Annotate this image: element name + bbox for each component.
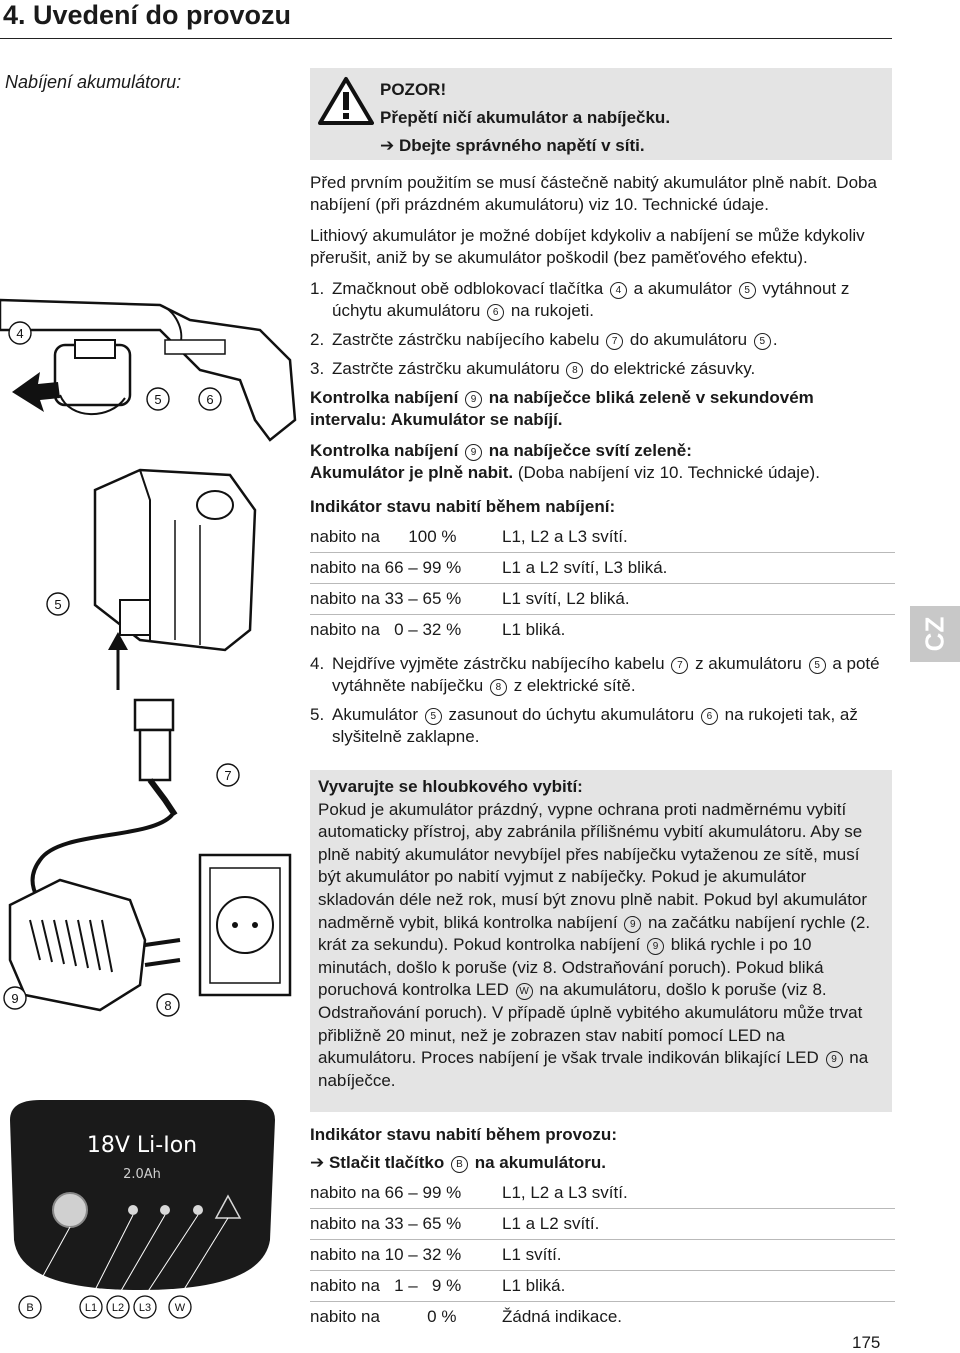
svg-text:6: 6 bbox=[206, 392, 214, 407]
charger-icon bbox=[10, 880, 180, 1010]
callout-marker: W bbox=[516, 983, 533, 1000]
page-number: 175 bbox=[852, 1333, 881, 1352]
warning-box bbox=[310, 68, 892, 160]
table-row: nabito na 100 % L1, L2 a L3 svítí. bbox=[310, 522, 895, 553]
language-tab: CZ bbox=[910, 606, 960, 662]
callout-marker: 7 bbox=[606, 333, 623, 350]
warning-icon bbox=[318, 76, 374, 126]
callout-marker bbox=[4, 987, 26, 1009]
callout-marker: 4 bbox=[610, 282, 627, 299]
charge-table-title: Indikátor stavu nabití během nabíjení: bbox=[310, 497, 616, 516]
charging-solid-note: Kontrolka nabíjení 9 na nabíječce svítí zeleně: Akumulátor je plně nabit. (Doba nabíjení viz 10. Technické údaje). bbox=[310, 441, 820, 482]
table-row: nabito na 33 – 65 % L1 a L2 svítí. bbox=[310, 1209, 895, 1240]
callout-marker: 6 bbox=[487, 304, 504, 321]
table-row: nabito na 66 – 99 % L1 a L2 svítí, L3 bliká. bbox=[310, 553, 895, 584]
section-label: Nabíjení akumulátoru: bbox=[5, 72, 182, 92]
page-title: 4. Uvedení do provozu bbox=[3, 0, 292, 30]
table-row: nabito na 10 – 32 % L1 svítí. bbox=[310, 1240, 895, 1271]
callout-marker bbox=[157, 994, 179, 1016]
callout-marker: 5 bbox=[425, 708, 442, 725]
op-table-title: Indikátor stavu nabití během provozu: bbox=[310, 1125, 617, 1144]
svg-text:8: 8 bbox=[164, 998, 172, 1013]
arrow-icon bbox=[12, 372, 60, 412]
warning-line-1: Přepětí ničí akumulátor a nabíječku. bbox=[380, 108, 671, 127]
battery-status-button-icon bbox=[53, 1193, 87, 1227]
table-row: nabito na 66 – 99 % L1, L2 a L3 svítí. bbox=[310, 1178, 895, 1209]
battery-pack-icon bbox=[95, 470, 255, 650]
callout-marker bbox=[217, 764, 239, 786]
warning-title: POZOR! bbox=[380, 80, 447, 99]
step-1: 1. Zmačknout obě odblokovací tlačítka 4 a akumulátor 5 vytáhnout z úchytu akumulátoru 6 na rukojeti. bbox=[310, 279, 850, 320]
charge-table bbox=[310, 522, 895, 645]
svg-text:L2: L2 bbox=[111, 1302, 125, 1314]
step-3: 3. Zastrčte zástrčku akumulátoru 8 do elektrické zásuvky. bbox=[310, 359, 756, 378]
callout-marker: 6 bbox=[701, 708, 718, 725]
legend-marker bbox=[107, 1296, 129, 1318]
callout-marker: 9 bbox=[624, 916, 641, 933]
svg-text:4: 4 bbox=[16, 326, 24, 341]
svg-text:W: W bbox=[174, 1302, 186, 1314]
callout-marker: 9 bbox=[647, 938, 664, 955]
legend-marker bbox=[134, 1296, 156, 1318]
operation-table bbox=[310, 1178, 895, 1332]
deep-discharge-text: Pokud je akumulátor prázdný, vypne ochrana proti nadměrnému vybití automaticky přístroj, aby zabránila přílišnému vybití akumulátoru. Aby se plně nabitý akumulátor nevybíjel přes nabíječku vytaženou ze sítě, musí být akumulátor po nabití vyjmut z nabíječky. Pokud je akumulátor skladován déle než rok, musí být znovu plně nabit. Pokud byl akumulátor nadměrně vybit, bliká kontrolka nabíjení 9 na začátku nabíjení rychle (2. krát za sekundu). Pokud kontrolka nabíjení 9 bliká rychle i po 10 minutách, došlo k poruše (viz 8. Odstraňování poruch). Pokud bliká poruchová kontrolka LED W na akumulátoru, došlo k poruše (viz 8. Odstraňování poruch). V případě úplně vybitého akumulátoru může trvat přibližně 20 minut, než je zobrazen stav nabití pomocí LED na akumulátoru. Proces nabíjení je však trvale indikován blikající LED 9 na nabíječce. bbox=[318, 799, 871, 1090]
charging-blink-note: Kontrolka nabíjení 9 na nabíječce bliká zeleně v sekundovém intervalu: Akumulátor se nabíjí. bbox=[310, 388, 814, 429]
step-2: 2. Zastrčte zástrčku nabíjecího kabelu 7 do akumulátoru 5 . bbox=[310, 330, 778, 349]
callout-marker: 9 bbox=[465, 391, 482, 408]
callout-marker: 9 bbox=[826, 1051, 843, 1068]
callout-marker: 8 bbox=[566, 362, 583, 379]
callout-marker: 5 bbox=[754, 333, 771, 350]
warning-line-2: ➔ Dbejte správného napětí v síti. bbox=[380, 136, 645, 155]
callout-marker: B bbox=[451, 1156, 468, 1173]
svg-text:5: 5 bbox=[154, 392, 162, 407]
battery-display-panel bbox=[10, 1100, 275, 1296]
led-l3-icon bbox=[193, 1205, 203, 1215]
table-row: nabito na 1 – 9 % L1 bliká. bbox=[310, 1271, 895, 1302]
callout-marker bbox=[199, 388, 221, 410]
callout-marker: 9 bbox=[465, 444, 482, 461]
legend-marker bbox=[19, 1296, 41, 1318]
intro-paragraph: Lithiový akumulátor je možné dobíjet kdykoliv a nabíjení se může kdykoliv přerušit, aniž by se akumulátor poškodil (bez paměťového efektu). bbox=[310, 226, 865, 267]
legend-marker bbox=[169, 1296, 191, 1318]
callout-marker: 7 bbox=[671, 657, 688, 674]
table-row: nabito na 0 – 32 % L1 bliká. bbox=[310, 620, 566, 639]
svg-text:L3: L3 bbox=[138, 1302, 152, 1314]
operation-section bbox=[310, 1124, 895, 1332]
instructions-column bbox=[310, 172, 895, 755]
deep-discharge-box bbox=[310, 770, 892, 1112]
callout-marker bbox=[47, 593, 69, 615]
battery-capacity: 2.0Ah bbox=[123, 1167, 161, 1182]
wall-socket-icon bbox=[200, 855, 290, 995]
intro-paragraph: Před prvním použitím se musí částečně nabitý akumulátor plně nabít. Doba nabíjení (při prázdném akumulátoru) viz 10. Technické údaje. bbox=[310, 173, 877, 214]
table-row: nabito na 0 % Žádná indikace. bbox=[310, 1307, 623, 1326]
table-row: nabito na 33 – 65 % L1 svítí, L2 bliká. bbox=[310, 584, 895, 615]
callout-marker bbox=[147, 388, 169, 410]
legend-marker bbox=[80, 1296, 102, 1318]
page-header bbox=[0, 0, 892, 39]
svg-text:L1: L1 bbox=[84, 1302, 98, 1314]
step-4: 4. Nejdříve vyjměte zástrčku nabíjecího kabelu 7 z akumulátoru 5 a poté vytáhněte nabíječku 8 z elektrické sítě. bbox=[310, 654, 880, 695]
press-button-instruction: ➔ Stlačit tlačítko B na akumulátoru. bbox=[310, 1153, 607, 1172]
callout-marker: 5 bbox=[739, 282, 756, 299]
charging-plug-icon bbox=[135, 700, 175, 815]
svg-text:B: B bbox=[26, 1302, 34, 1314]
svg-text:9: 9 bbox=[11, 991, 19, 1006]
deep-discharge-title: Vyvarujte se hloubkového vybití: bbox=[318, 777, 583, 796]
battery-label: 18V Li-Ion bbox=[86, 1133, 198, 1158]
charging-illustration bbox=[0, 100, 300, 1325]
callout-marker bbox=[9, 322, 31, 344]
led-l2-icon bbox=[160, 1205, 170, 1215]
callout-marker: 5 bbox=[809, 657, 826, 674]
svg-text:5: 5 bbox=[54, 597, 62, 612]
led-l1-icon bbox=[128, 1205, 138, 1215]
callout-marker: 8 bbox=[490, 679, 507, 696]
svg-text:7: 7 bbox=[224, 768, 232, 783]
step-5: 5. Akumulátor 5 zasunout do úchytu akumulátoru 6 na rukojeti tak, až slyšitelně zaklapne. bbox=[310, 705, 858, 746]
battery-detached-icon bbox=[55, 340, 130, 414]
